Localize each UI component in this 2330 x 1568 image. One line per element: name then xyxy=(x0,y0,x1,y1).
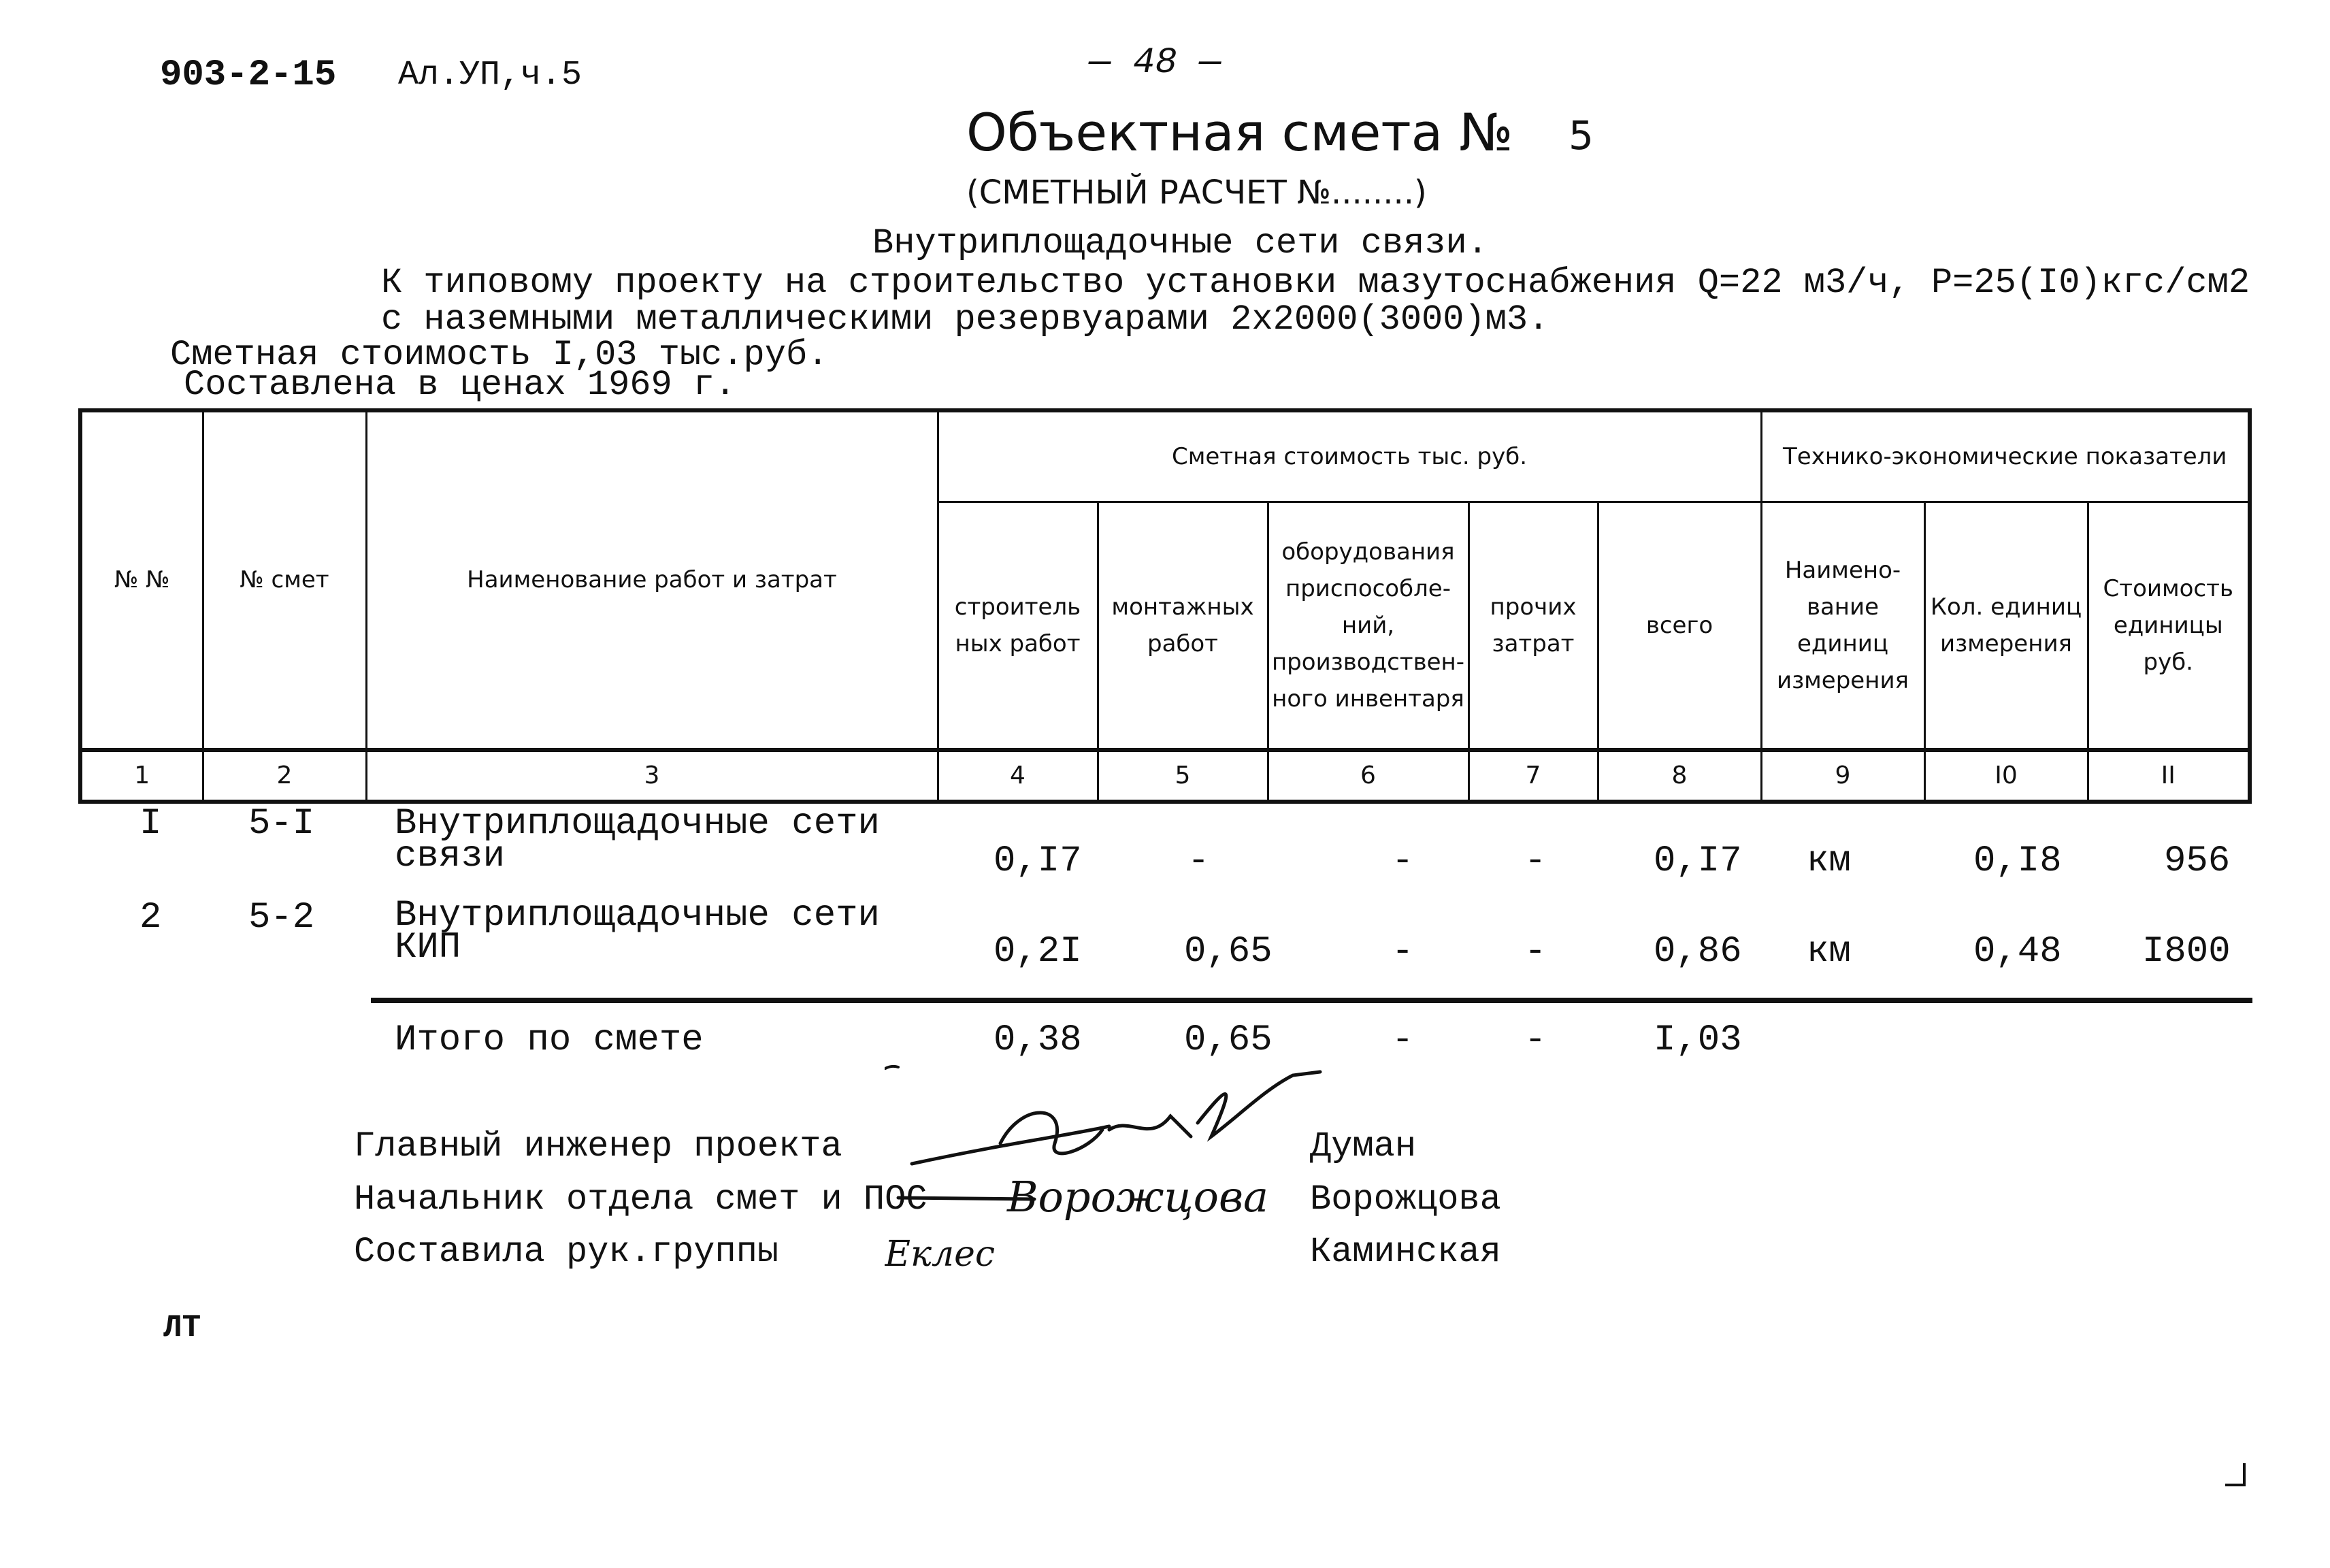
row-other: - xyxy=(1524,931,1547,973)
row-unit-cost: I800 xyxy=(2142,931,2231,973)
row-name-line-2: связи xyxy=(395,836,506,877)
column-number: I0 xyxy=(1924,750,2088,802)
column-number: 8 xyxy=(1598,750,1761,802)
col-header-no: № № xyxy=(80,410,203,750)
row-unit-cost: 956 xyxy=(2164,840,2231,882)
signature-vorozhtsova: Ворожцова xyxy=(1007,1172,1269,1222)
signature-name: Думан xyxy=(1310,1126,1417,1166)
column-number: 7 xyxy=(1468,750,1598,802)
description-line-1: К типовому проекту на строительство установки мазутоснабжения Q=22 м3/ч, Р=25(I0)кгс/см2 xyxy=(381,263,2250,303)
estimated-cost: Сметная стоимость I,03 тыс.руб. xyxy=(170,335,829,375)
col-group-cost: Сметная стоимость тыс. руб. xyxy=(938,410,1761,502)
signature-role: Составила рук.группы xyxy=(354,1232,779,1272)
col-header-installation: монтажных работ xyxy=(1098,502,1268,750)
column-number: 1 xyxy=(80,750,203,802)
description-line-2: с наземными металлическими резервуарами 2х2000(3000)м3. xyxy=(381,299,1549,340)
row-equipment: - xyxy=(1392,840,1414,882)
column-number: 4 xyxy=(938,750,1098,802)
row-estimate: 5-2 xyxy=(248,897,315,938)
row-construction: 0,2I xyxy=(994,931,1082,973)
signature-mark xyxy=(885,1066,898,1068)
row-other: - xyxy=(1524,840,1547,882)
column-number: 9 xyxy=(1761,750,1924,802)
row-unit: км xyxy=(1807,840,1851,882)
signature-role: Начальник отдела смет и ПОС xyxy=(354,1179,928,1220)
column-number: II xyxy=(2088,750,2250,802)
corner-mark xyxy=(2243,1463,2246,1486)
col-header-unit-name: Наимено- вание единиц измерения xyxy=(1761,502,1924,750)
signature-name: Ворожцова xyxy=(1310,1179,1501,1220)
row-name-line-1: Внутриплощадочные сети xyxy=(395,803,880,845)
row-estimate: 5-I xyxy=(248,803,315,845)
totals-total: I,03 xyxy=(1654,1019,1742,1061)
column-number: 2 xyxy=(203,750,366,802)
document-code: 903-2-15 xyxy=(160,54,337,96)
row-equipment: - xyxy=(1392,931,1414,973)
totals-equipment: - xyxy=(1392,1019,1414,1061)
column-number: 3 xyxy=(366,750,938,802)
page-number: — 48 — xyxy=(1089,42,1221,84)
col-header-total: всего xyxy=(1598,502,1761,750)
column-number: 5 xyxy=(1098,750,1268,802)
row-installation: - xyxy=(1187,840,1210,882)
col-header-unit-qty: Кол. единиц измерения xyxy=(1924,502,2088,750)
row-total: 0,I7 xyxy=(1654,840,1742,882)
estimate-table-header xyxy=(78,408,2252,804)
totals-divider xyxy=(371,998,2252,1003)
row-total: 0,86 xyxy=(1654,931,1742,973)
totals-other: - xyxy=(1524,1019,1547,1061)
row-qty: 0,I8 xyxy=(1973,840,2062,882)
col-header-construction: строитель ных работ xyxy=(938,502,1098,750)
row-name-line-1: Внутриплощадочные сети xyxy=(395,895,880,936)
totals-construction: 0,38 xyxy=(994,1019,1082,1061)
handwritten-signatures xyxy=(885,1062,1415,1279)
col-header-other: прочих затрат xyxy=(1468,502,1598,750)
signature-kaminskaya: Еклес xyxy=(885,1234,996,1275)
row-qty: 0,48 xyxy=(1973,931,2062,973)
col-header-equipment: оборудования приспособле- ний, производствен- ного инвентаря xyxy=(1268,502,1468,750)
col-header-name: Наименование работ и затрат xyxy=(366,410,938,750)
footer-mark: ЛТ xyxy=(163,1310,201,1345)
row-name-line-2: КИП xyxy=(395,927,461,968)
row-construction: 0,I7 xyxy=(994,840,1082,882)
totals-label: Итого по смете xyxy=(395,1019,704,1061)
object-name: Внутриплощадочные сети связи. xyxy=(872,223,1488,263)
row-no: 2 xyxy=(140,897,162,938)
row-no: I xyxy=(140,803,162,845)
col-header-estimate-no: № смет xyxy=(203,410,366,750)
subtitle: (СМЕТНЫЙ РАСЧЕТ №........) xyxy=(966,174,1427,212)
column-number: 6 xyxy=(1268,750,1468,802)
col-group-indicators: Технико-экономические показатели xyxy=(1761,410,2250,502)
page-title: Объектная смета № xyxy=(966,102,1513,163)
row-unit: км xyxy=(1807,931,1851,973)
row-installation: 0,65 xyxy=(1184,931,1273,973)
signature-name: Каминская xyxy=(1310,1232,1501,1272)
signature-role: Главный инженер проекта xyxy=(354,1126,842,1166)
prices-year: Составлена в ценах 1969 г. xyxy=(184,365,736,405)
totals-installation: 0,65 xyxy=(1184,1019,1273,1061)
estimate-number: 5 xyxy=(1569,112,1594,159)
signature-chief-engineer xyxy=(912,1072,1320,1164)
album-reference: Ал.УП,ч.5 xyxy=(398,56,582,95)
col-header-unit-cost: Стоимость единицы руб. xyxy=(2088,502,2250,750)
